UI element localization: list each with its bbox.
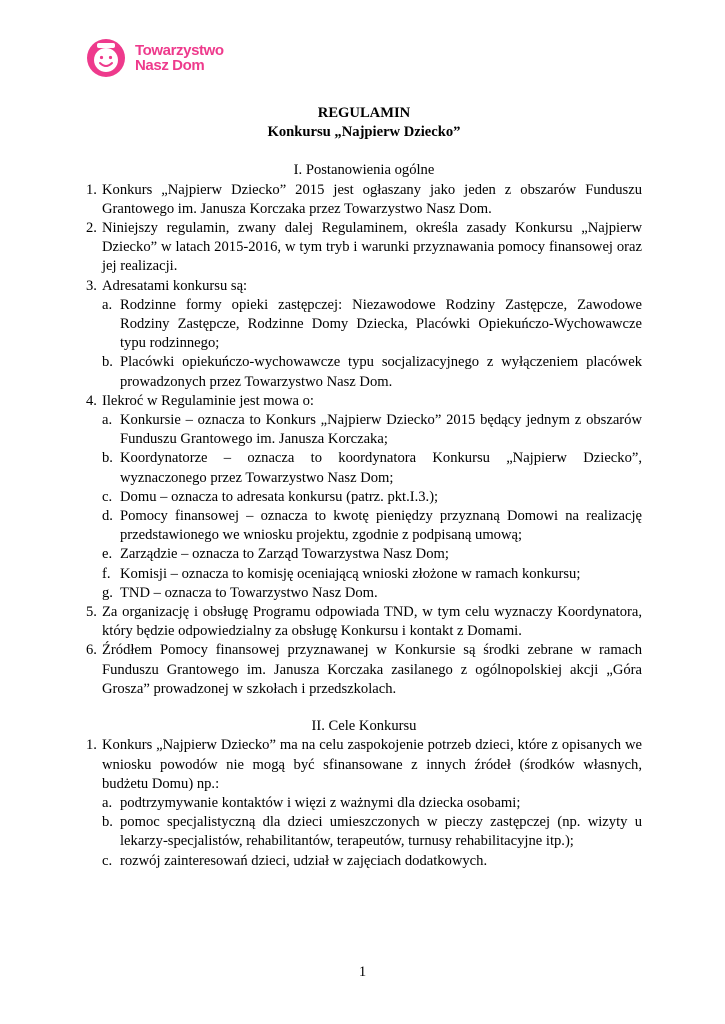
sub-text: Koordynatorze – oznacza to koordynatora Konkursu „Najpierw Dziecko”, wyznaczonego przez Towarzystwo Nasz Dom; bbox=[120, 450, 642, 486]
list-number: 1. bbox=[86, 737, 97, 754]
list-item bbox=[86, 392, 642, 603]
sub-label: d. bbox=[102, 508, 113, 525]
list-number: 1. bbox=[86, 181, 97, 198]
list-number: 2. bbox=[86, 220, 97, 237]
sub-label: b. bbox=[102, 814, 113, 831]
logo-line-1: Towarzystwo bbox=[135, 42, 224, 59]
sub-item bbox=[102, 488, 642, 507]
sub-label: a. bbox=[102, 296, 113, 313]
sub-label: a. bbox=[102, 794, 113, 811]
sub-item bbox=[102, 852, 642, 871]
sub-text: TND – oznacza to Towarzystwo Nasz Dom. bbox=[120, 584, 378, 601]
list-text: Konkurs „Najpierw Dziecko” ma na celu zaspokojenie potrzeb dzieci, które z opisanych we wniosku powodów nie mogą być sfinansowane z innych źródeł (środków własnych, budżetu Domu) np.: bbox=[102, 737, 642, 792]
sub-text: Rodzinne formy opieki zastępczej: Niezawodowe Rodziny Zastępcze, Zawodowe Rodziny Zastępcze, Rodzinne Domy Dziecka, Placówki Opiekuńczo-Wychowawcze typu rodzinnego; bbox=[120, 296, 642, 352]
sub-item bbox=[102, 545, 642, 564]
sub-item bbox=[102, 507, 642, 545]
sub-text: Konkursie – oznacza to Konkurs „Najpierw Dziecko” 2015 będący jednym z obszarów Funduszu Grantowego im. Janusza Korczaka; bbox=[120, 412, 642, 448]
list-number: 3. bbox=[86, 277, 97, 294]
sub-label: b. bbox=[102, 450, 113, 467]
sub-text: pomoc specjalistyczną dla dzieci umieszczonych w pieczy zastępczej (np. wizyty u lekarzy-specjalistów, rehabilitantów, terapeutów, turnusy rehabilitacyjne itp.); bbox=[120, 814, 642, 850]
sub-text: podtrzymywanie kontaktów i więzi z ważnymi dla dziecka osobami; bbox=[120, 794, 521, 811]
document-page bbox=[86, 104, 642, 871]
document-title: REGULAMIN bbox=[317, 105, 411, 121]
list-text: Konkurs „Najpierw Dziecko” 2015 jest ogłaszany jako jeden z obszarów Funduszu Grantowego im. Janusza Korczaka przez Towarzystwo Nasz Dom. bbox=[102, 181, 642, 217]
sub-label: c. bbox=[102, 852, 113, 869]
sub-label: a. bbox=[102, 412, 113, 429]
sub-item bbox=[102, 296, 642, 354]
list-item bbox=[86, 603, 642, 641]
sub-item bbox=[102, 584, 642, 603]
list-text: Źródłem Pomocy finansowej przyznawanej w Konkursie są środki zebrane w ramach Funduszu Grantowego im. Janusza Korczaka zasilanego z ogólnopolskiej akcji „Góra Grosza” prowadzonej w szkołach i przedszkolach. bbox=[102, 642, 642, 697]
sub-label: c. bbox=[102, 488, 113, 505]
sub-item bbox=[102, 565, 642, 584]
list-text: Za organizację i obsługę Programu odpowiada TND, w tym celu wyznaczy Koordynatora, który będzie odpowiedzialny za obsługę Konkursu i kontakt z Domami. bbox=[102, 604, 642, 640]
sub-label: e. bbox=[102, 546, 113, 563]
smiling-face-icon bbox=[86, 38, 126, 78]
document-subtitle: Konkursu „Najpierw Dziecko” bbox=[267, 124, 461, 141]
logo bbox=[86, 34, 224, 82]
sub-item bbox=[102, 449, 642, 487]
sub-item bbox=[102, 794, 642, 813]
section-heading: II. Cele Konkursu bbox=[311, 718, 417, 735]
section-heading: I. Postanowienia ogólne bbox=[293, 162, 435, 179]
sub-item bbox=[102, 813, 642, 851]
list-text: Niniejszy regulamin, zwany dalej Regulaminem, określa zasady Konkursu „Najpierw Dziecko” w latach 2015-2016, w tym tryb i warunki przyznawania pomocy finansowej oraz jej realizacji. bbox=[102, 220, 642, 275]
sub-item bbox=[102, 411, 642, 449]
sub-text: Placówki opiekuńczo-wychowawcze typu socjalizacyjnego z wyłączeniem placówek prowadzonych przez Towarzystwo Nasz Dom. bbox=[120, 354, 642, 390]
sub-text: Zarządzie – oznacza to Zarząd Towarzystwa Nasz Dom; bbox=[120, 546, 449, 563]
sub-text: Domu – oznacza to adresata konkursu (patrz. pkt.I.3.); bbox=[120, 488, 439, 505]
list-number: 6. bbox=[86, 642, 97, 659]
sub-text: Komisji – oznacza to komisję oceniającą wnioski złożone w ramach konkursu; bbox=[120, 565, 581, 582]
sub-text: rozwój zainteresowań dzieci, udział w zajęciach dodatkowych. bbox=[120, 852, 488, 869]
list-number: 4. bbox=[86, 392, 97, 409]
sub-label: f. bbox=[102, 565, 111, 582]
logo-text bbox=[135, 43, 224, 73]
list-item bbox=[86, 736, 642, 870]
sub-item bbox=[102, 353, 642, 391]
sub-text: Pomocy finansowej – oznacza to kwotę pieniędzy przyznaną Domowi na realizację przedstawionego we wniosku projektu, zgodnie z podpisaną umową; bbox=[120, 508, 642, 544]
logo-line-2: Nasz Dom bbox=[135, 57, 205, 74]
list-item bbox=[86, 277, 642, 392]
sub-label: g. bbox=[102, 584, 113, 601]
list-item bbox=[86, 219, 642, 277]
list-text: Ilekroć w Regulaminie jest mowa o: bbox=[102, 392, 314, 409]
list-item bbox=[86, 641, 642, 699]
list-item bbox=[86, 181, 642, 219]
sub-label: b. bbox=[102, 354, 113, 371]
list-number: 5. bbox=[86, 604, 97, 621]
list-text: Adresatami konkursu są: bbox=[102, 277, 248, 294]
page-number: 1 bbox=[358, 964, 367, 980]
